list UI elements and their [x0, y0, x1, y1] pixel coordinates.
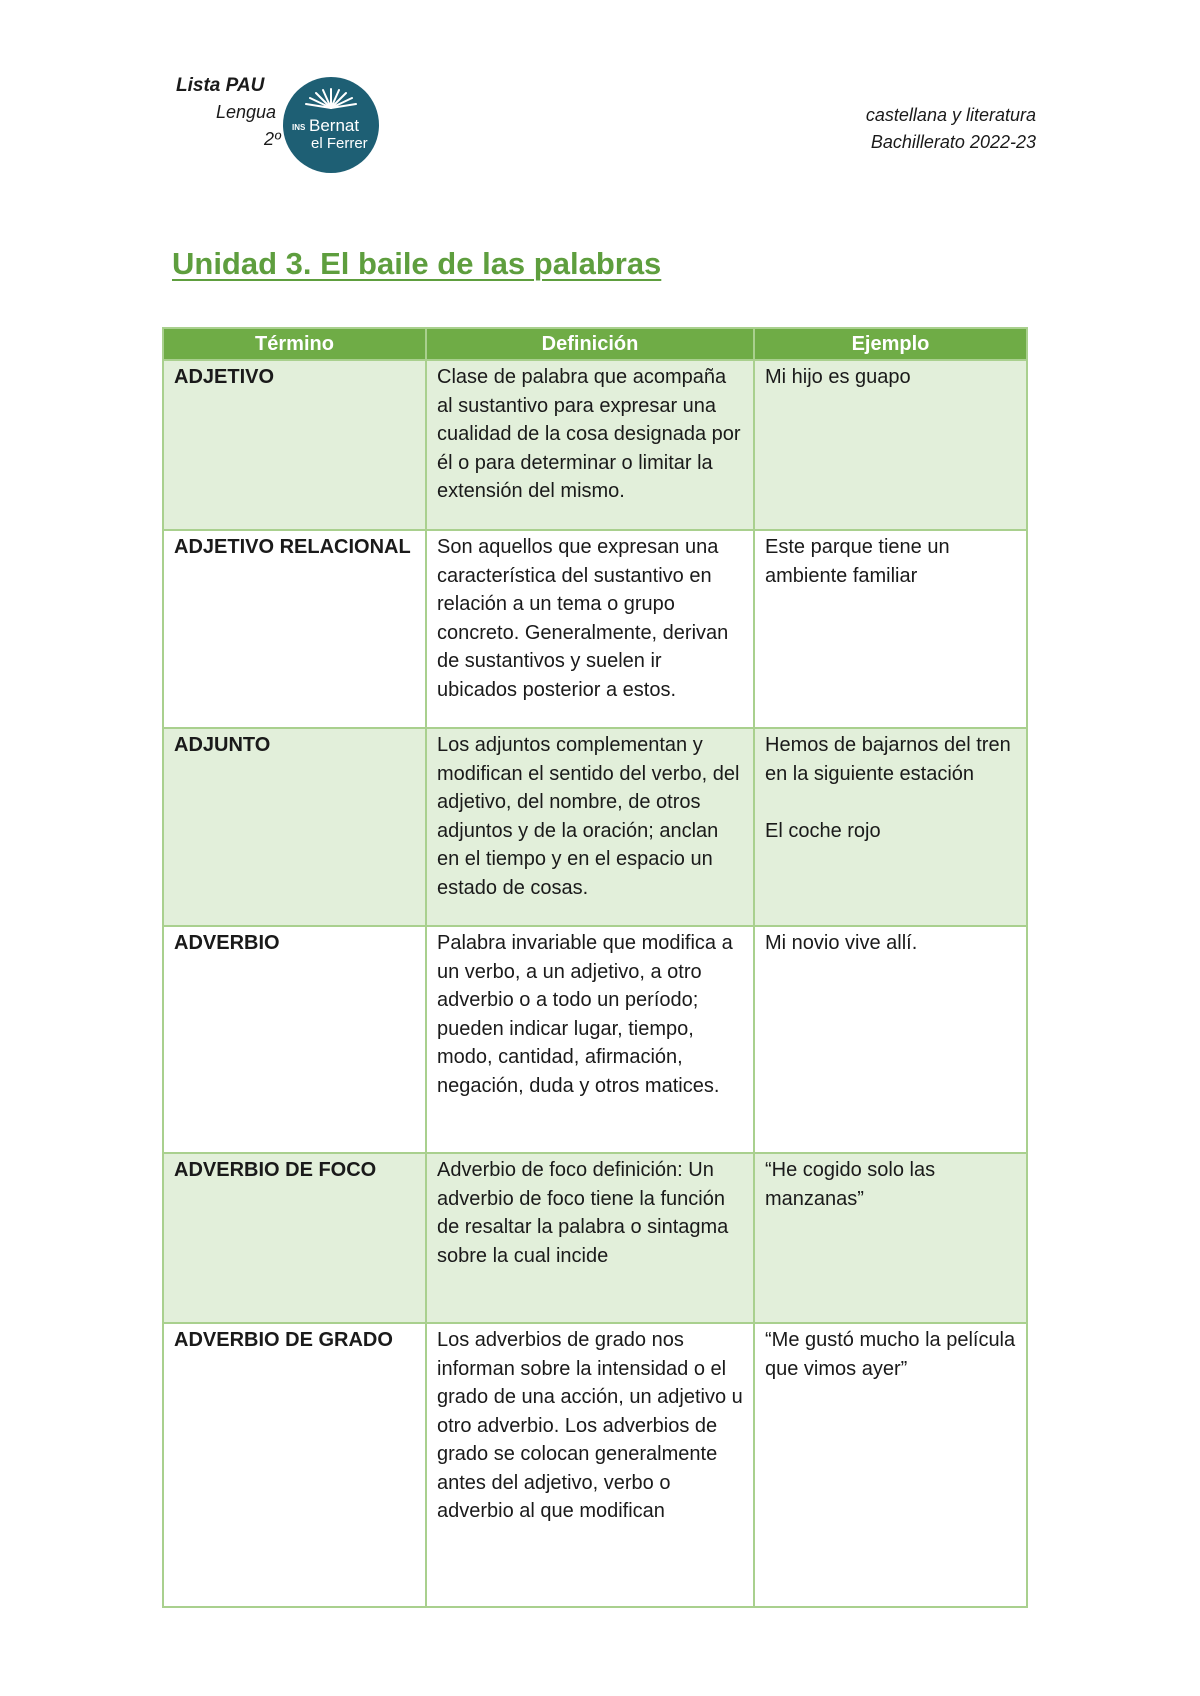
definition-cell: Palabra invariable que modifica a un verbo, a un adjetivo, a otro adverbio o a todo un período; pueden indicar lugar, tiempo, modo, cantidad, afirmación, negación, duda y otros matices. — [426, 926, 754, 1153]
column-header-example: Ejemplo — [754, 328, 1027, 360]
table-row — [163, 926, 1027, 1153]
term-cell: ADVERBIO DE GRADO — [163, 1323, 426, 1607]
table-row — [163, 530, 1027, 728]
table-header-row — [163, 328, 1027, 360]
school-logo — [283, 77, 379, 173]
column-header-term: Término — [163, 328, 426, 360]
table-row — [163, 1153, 1027, 1323]
example-text: Mi novio vive allí. — [765, 932, 918, 954]
example-cell — [754, 360, 1027, 530]
definition-cell: Los adjuntos complementan y modifican el sentido del verbo, del adjetivo, del nombre, de otros adjuntos y de la oración; anclan en el tiempo y en el espacio un estado de cosas. — [426, 728, 754, 926]
table-row — [163, 728, 1027, 926]
definition-cell: Son aquellos que expresan una característica del sustantivo en relación a un tema o grupo concreto. Generalmente, derivan de sustantivos y suelen ir ubicados posterior a estos. — [426, 530, 754, 728]
sun-rays-icon — [303, 87, 359, 109]
example-cell — [754, 530, 1027, 728]
definition-cell: Clase de palabra que acompaña al sustantivo para expresar una cualidad de la cosa designada por él o para determinar o limitar la extensión del mismo. — [426, 360, 754, 530]
example-text: El coche rojo — [765, 819, 881, 842]
example-text: Mi hijo es guapo — [765, 366, 911, 388]
example-text: Este parque tiene un ambiente familiar — [765, 536, 950, 587]
term-cell: ADJETIVO — [163, 360, 426, 530]
term-cell: ADJUNTO — [163, 728, 426, 926]
page-title: Unidad 3. El baile de las palabras — [172, 246, 662, 281]
header-left — [176, 72, 281, 153]
glossary-table — [162, 327, 1028, 1608]
logo-ins-text: INS — [292, 123, 306, 132]
header-right — [866, 102, 1036, 156]
table-row — [163, 360, 1027, 530]
column-header-definition: Definición — [426, 328, 754, 360]
logo-name-line1: Bernat — [309, 116, 360, 135]
logo-name-line2: el Ferrer — [311, 135, 368, 152]
example-text: “Me gustó mucho la película que vimos ayer” — [765, 1329, 1016, 1380]
term-cell: ADVERBIO DE FOCO — [163, 1153, 426, 1323]
table-row — [163, 1323, 1027, 1607]
header-course: 2º — [264, 129, 281, 149]
header-list-title: Lista PAU — [176, 75, 265, 96]
term-cell: ADJETIVO RELACIONAL — [163, 530, 426, 728]
header-school-year: Bachillerato 2022-23 — [870, 132, 1036, 152]
example-cell — [754, 728, 1027, 926]
example-cell — [754, 1153, 1027, 1323]
header-subject: Lengua — [216, 102, 277, 122]
definition-cell: Los adverbios de grado nos informan sobre la intensidad o el grado de una acción, un adjetivo u otro adverbio. Los adverbios de grado se colocan generalmente antes del adjetivo, verbo o adverbio al que modifican — [426, 1323, 754, 1607]
example-text: “He cogido solo las manzanas” — [765, 1159, 936, 1210]
example-cell — [754, 926, 1027, 1153]
example-cell — [754, 1323, 1027, 1607]
example-spacer — [765, 788, 1016, 817]
header-subject-rest: castellana y literatura — [865, 105, 1036, 125]
definition-cell: Adverbio de foco definición: Un adverbio de foco tiene la función de resaltar la palabra o sintagma sobre la cual incide — [426, 1153, 754, 1323]
term-cell: ADVERBIO — [163, 926, 426, 1153]
example-text: Hemos de bajarnos del tren en la siguiente estación — [765, 734, 1011, 785]
